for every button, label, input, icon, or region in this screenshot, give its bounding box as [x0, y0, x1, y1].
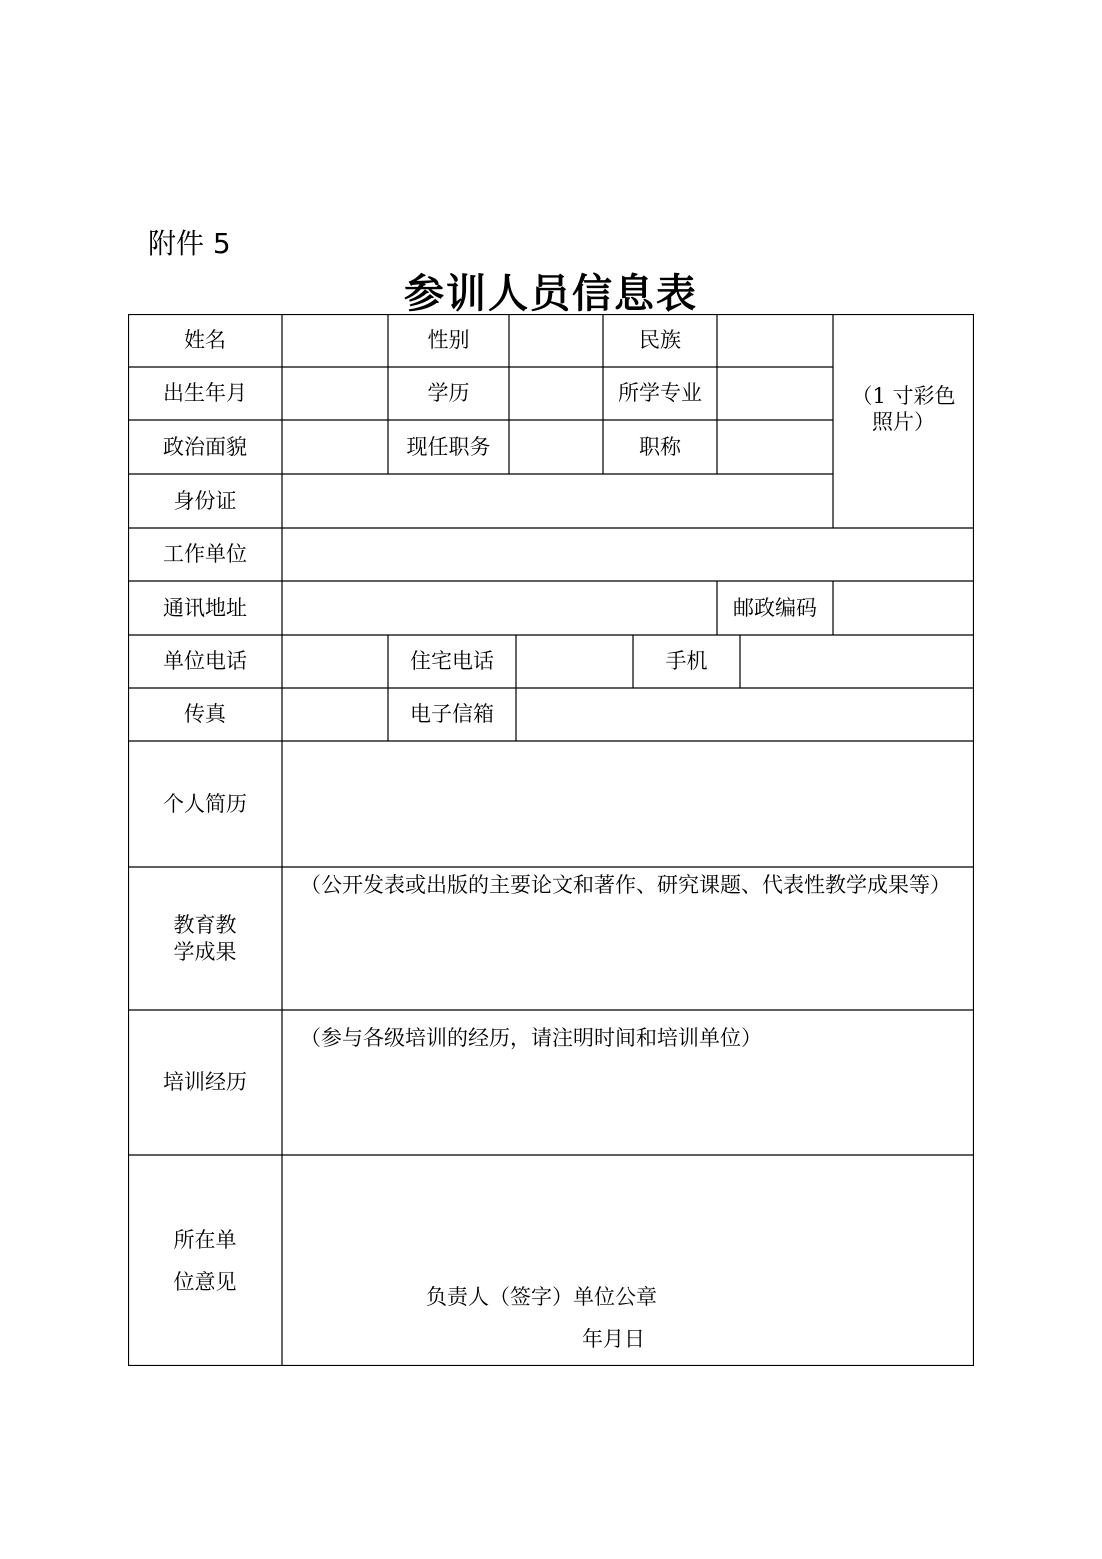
home-phone-field[interactable]	[516, 635, 633, 688]
date-line: 年月日	[582, 1327, 645, 1351]
home-phone-label: 住宅电话	[410, 649, 494, 674]
birth-field[interactable]	[282, 367, 388, 420]
political-label: 政治面貌	[163, 434, 247, 459]
ethnicity-label: 民族	[639, 328, 681, 353]
opinion-label: 所在单 位意见	[173, 1227, 237, 1294]
training-label: 培训经历	[163, 1070, 247, 1095]
email-label: 电子信箱	[410, 702, 494, 727]
name-field[interactable]	[282, 314, 388, 367]
signature-line: 负责人（签字）单位公章	[426, 1285, 657, 1309]
education-field[interactable]	[509, 367, 603, 420]
employer-label: 工作单位	[163, 542, 247, 567]
achievements-hint: （公开发表或出版的主要论文和著作、研究课题、代表性教学成果等）	[300, 873, 951, 897]
gender-label: 性别	[427, 328, 470, 353]
training-hint: （参与各级培训的经历，请注明时间和培训单位）	[300, 1026, 762, 1050]
work-phone-field[interactable]	[282, 635, 388, 688]
birth-label: 出生年月	[163, 381, 247, 406]
page-title: 参训人员信息表	[404, 271, 698, 317]
postcode-field[interactable]	[833, 581, 974, 635]
major-field[interactable]	[717, 367, 833, 420]
title-field[interactable]	[717, 420, 833, 474]
major-label: 所学专业	[618, 381, 702, 406]
position-field[interactable]	[509, 420, 603, 474]
achievements-label: 教育教 学成果	[173, 913, 237, 964]
address-field[interactable]	[282, 581, 717, 635]
title-label: 职称	[639, 434, 681, 459]
employer-field[interactable]	[282, 528, 974, 581]
info-form-table	[128, 314, 974, 1366]
email-field[interactable]	[516, 688, 974, 741]
political-field[interactable]	[282, 420, 388, 474]
attachment-label: 附件 5	[148, 227, 231, 260]
mobile-field[interactable]	[740, 635, 974, 688]
fax-field[interactable]	[282, 688, 388, 741]
work-phone-label: 单位电话	[163, 649, 247, 674]
gender-field[interactable]	[509, 314, 603, 367]
id-label: 身份证	[173, 488, 237, 513]
photo-placeholder[interactable]: （1 寸彩色 照片）	[851, 383, 956, 434]
postcode-label: 邮政编码	[733, 595, 817, 620]
resume-label: 个人简历	[163, 791, 247, 816]
resume-field[interactable]	[282, 741, 974, 867]
fax-label: 传真	[184, 702, 226, 727]
ethnicity-field[interactable]	[717, 314, 833, 367]
name-label: 姓名	[184, 328, 226, 353]
mobile-label: 手机	[665, 649, 708, 674]
id-field[interactable]	[282, 474, 833, 528]
address-label: 通讯地址	[163, 595, 247, 620]
education-label: 学历	[427, 381, 470, 406]
position-label: 现任职务	[406, 434, 491, 459]
